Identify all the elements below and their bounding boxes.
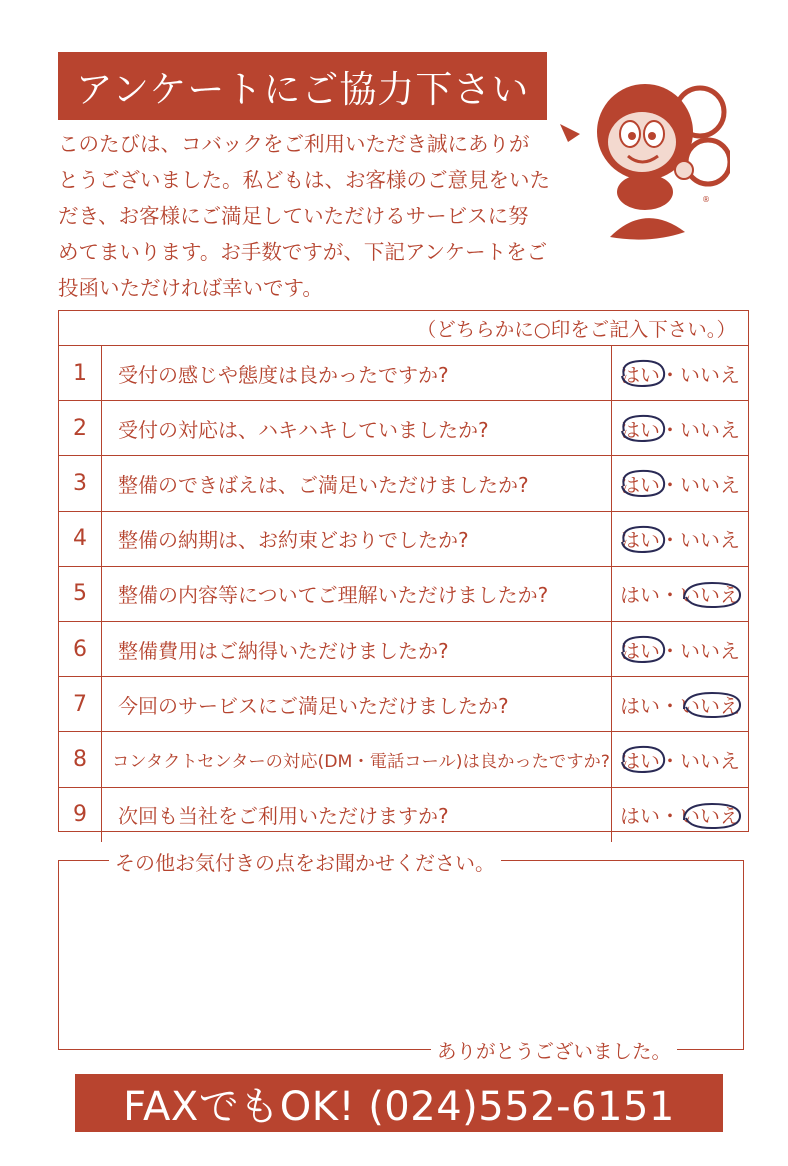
mascot-character-icon [550,72,730,252]
answer-choice[interactable] [611,401,748,455]
question-row [59,677,748,732]
question-row [59,622,748,677]
intro-line: 投函いただければ幸いです。 [58,276,323,300]
question-row [59,732,748,787]
question-text: 整備の内容等についてご理解いただけましたか? [118,583,549,608]
question-text: 次回も当社をご利用いただけますか? [118,804,449,829]
question-row [59,512,748,567]
question-text: 整備のできばえは、ご満足いただけましたか? [118,472,529,497]
answer-options: はい・いいえ [620,693,740,718]
question-number: 6 [59,622,102,676]
answer-options: はい・いいえ [620,638,740,663]
question-row [59,788,748,842]
answer-choice[interactable] [611,456,748,510]
question-number: 5 [59,567,102,621]
question-row [59,567,748,622]
question-text: 今回のサービスにご満足いただけましたか? [118,693,509,718]
answer-choice[interactable] [611,732,748,786]
question-number: 9 [59,788,102,842]
question-number: 4 [59,512,102,566]
answer-options: はい・いいえ [620,528,740,553]
question-row [59,401,748,456]
answer-options: はい・いいえ [620,748,740,773]
intro-line: とうございました。私どもは、お客様のご意見をいた [58,168,550,192]
survey-instruction: （どちらかに○印をご記入下さい。） [59,311,748,346]
survey-table [58,310,749,832]
question-text: 整備の納期は、お約束どおりでしたか? [118,528,469,553]
intro-text [58,126,558,306]
comments-box[interactable] [58,851,744,1063]
answer-choice[interactable] [611,346,748,400]
question-text: 受付の感じや態度は良かったですか? [118,362,449,387]
question-number: 2 [59,401,102,455]
answer-options: はい・いいえ [620,417,740,442]
answer-choice[interactable] [611,567,748,621]
answer-choice[interactable] [611,512,748,566]
answer-options: はい・いいえ [620,583,740,608]
question-number: 7 [59,677,102,731]
answer-options: はい・いいえ [620,804,740,829]
answer-options: はい・いいえ [620,362,740,387]
question-number: 8 [59,732,102,786]
question-row [59,346,748,401]
thanks-text: ありがとうございました。 [431,1036,677,1064]
svg-text:®: ® [702,195,710,204]
question-number: 3 [59,456,102,510]
answer-choice[interactable] [611,622,748,676]
answer-options: はい・いいえ [620,472,740,497]
answer-choice[interactable] [611,788,748,842]
question-text: コンタクトセンターの対応(DM・電話コール)は良かったですか? [112,751,610,772]
page-title: アンケートにご協力下さい [58,52,547,120]
question-number: 1 [59,346,102,400]
intro-line: このたびは、コバックをご利用いただき誠にありが [58,132,530,156]
intro-line: めてまいります。お手数ですが、下記アンケートをご [58,240,548,264]
fax-banner: FAXでもOK! (024)552-6151 [75,1074,723,1132]
question-row [59,456,748,511]
question-text: 受付の対応は、ハキハキしていましたか? [118,417,489,442]
comments-label: その他お気付きの点をお聞かせください。 [109,847,501,876]
answer-choice[interactable] [611,677,748,731]
intro-line: だき、お客様にご満足していただけるサービスに努 [58,204,529,228]
question-text: 整備費用はご納得いただけましたか? [118,638,449,663]
